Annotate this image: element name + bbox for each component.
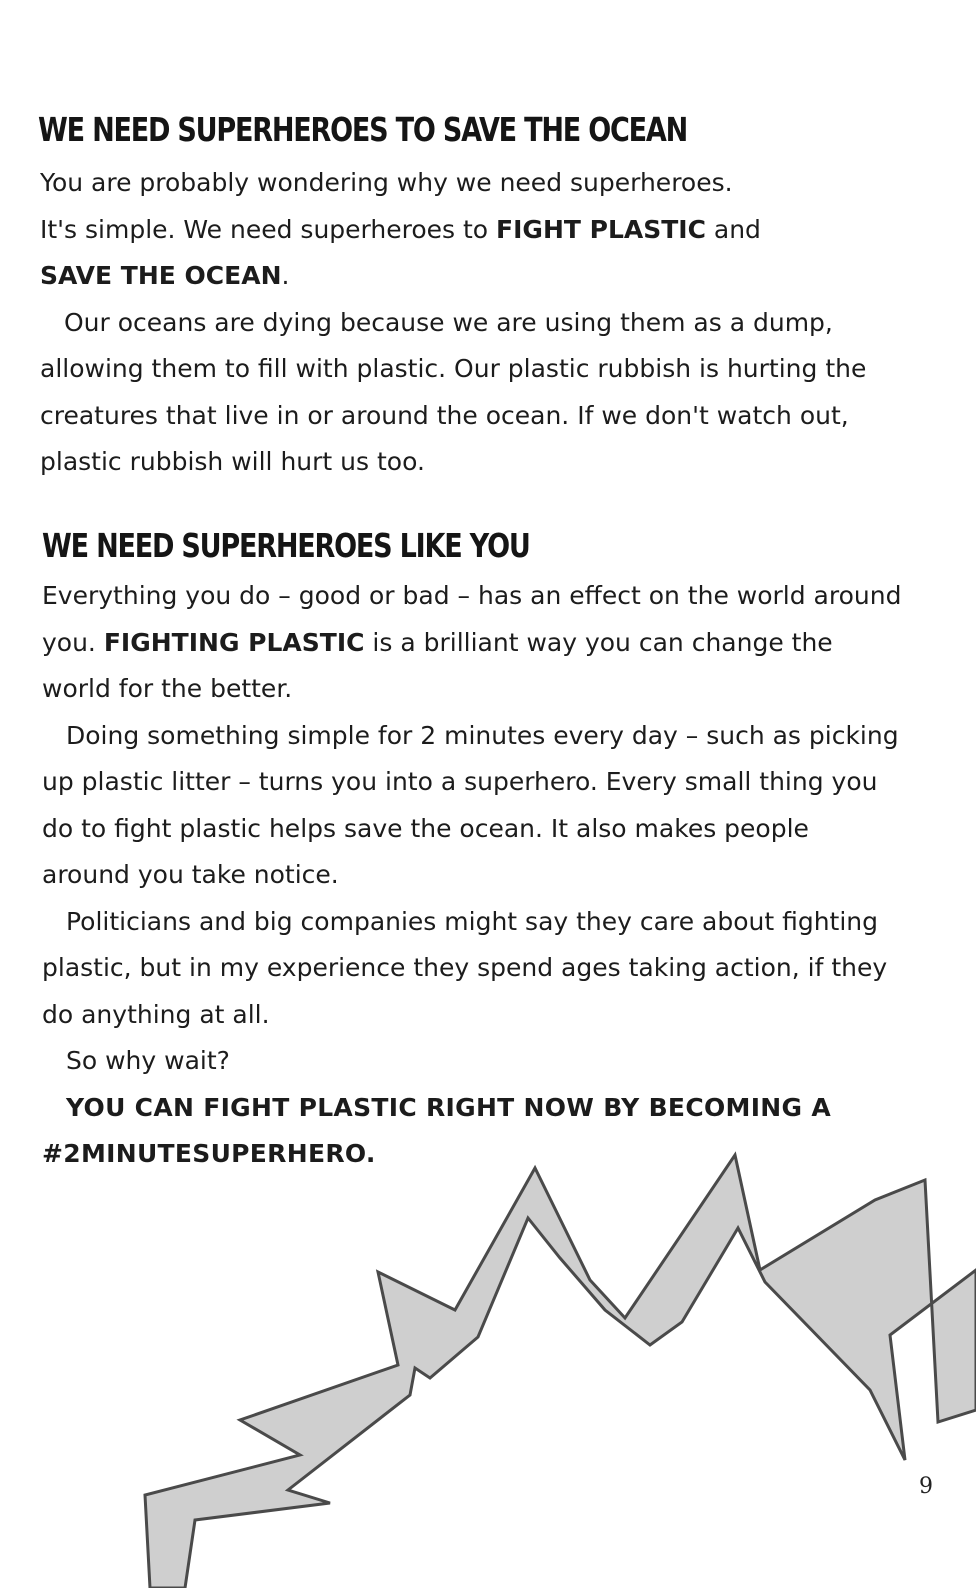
intro-text: It's simple. We need superheroes to	[40, 214, 497, 244]
fight-plastic-emphasis: FIGHT PLASTIC	[496, 214, 706, 244]
page-number: 9	[919, 1474, 933, 1499]
zigzag-burst-shape	[145, 1155, 976, 1588]
paragraph-two-minutes: Doing something simple for 2 minutes every day – such as picking up plastic litter – turns you into a superhero. Every small thing you do to fight plastic helps save the ocean. It also makes people around you take notice.	[42, 720, 899, 889]
section-body-save-the-ocean	[40, 160, 900, 486]
paragraph-oceans-dying: Our oceans are dying because we are using them as a dump, allowing them to fill with plastic. Our plastic rubbish is hurting the creatures that live in or around the ocean. If we don't watch out, plastic rubbish will hurt us too.	[40, 307, 867, 476]
section-heading-like-you: WE NEED SUPERHEROES LIKE YOU	[42, 526, 530, 565]
call-to-action: YOU CAN FIGHT PLASTIC RIGHT NOW BY BECOMING A #2MINUTESUPERHERO.	[42, 1092, 831, 1168]
intro-period: .	[281, 261, 290, 290]
section-body-like-you	[42, 573, 902, 1178]
paragraph-everything-you-do	[42, 573, 902, 713]
intro-text-and: and	[705, 214, 761, 244]
intro-line: You are probably wondering why we need superheroes.	[40, 168, 733, 197]
section-heading-save-the-ocean: WE NEED SUPERHEROES TO SAVE THE OCEAN	[38, 110, 688, 149]
zigzag-burst-illustration	[0, 1140, 976, 1588]
paragraph-why-wait: So why wait?	[66, 1046, 230, 1075]
paragraph-text: Everything you do – good or bad – has an effect on the world around you.	[42, 581, 902, 657]
paragraph-politicians: Politicians and big companies might say they care about fighting plastic, but in my experience they spend ages taking action, if they do anything at all.	[42, 906, 888, 1029]
save-the-ocean-emphasis: SAVE THE OCEAN	[40, 261, 282, 290]
fighting-plastic-emphasis: FIGHTING PLASTIC	[103, 627, 365, 657]
paragraph-text: is a brilliant way you can change the world for the better.	[42, 627, 833, 703]
paragraph-intro	[40, 160, 900, 300]
